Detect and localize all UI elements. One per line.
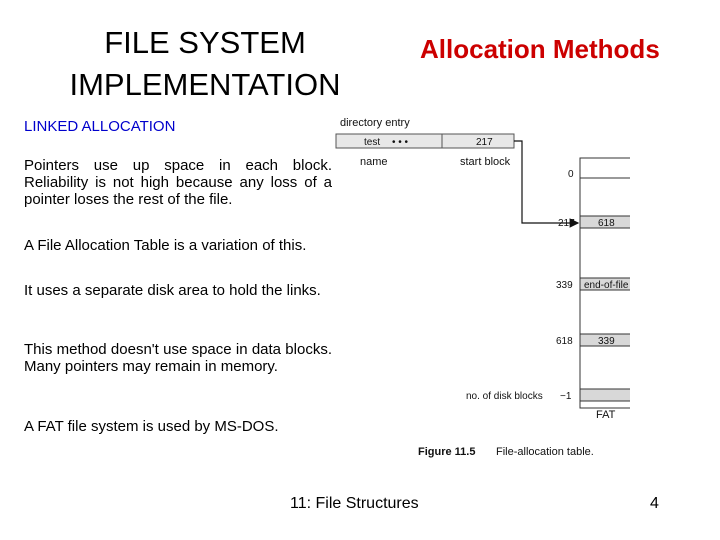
footer-text: 11: File Structures xyxy=(290,495,419,512)
start-block-label: start block xyxy=(460,156,511,168)
entry-dots: • • • xyxy=(392,137,409,148)
fat-index-217: 217 xyxy=(558,218,575,229)
caption-text: File-allocation table. xyxy=(496,446,594,458)
paragraph-fat-variation: A File Allocation Table is a variation of this. xyxy=(24,237,307,254)
slide-subtitle: Allocation Methods xyxy=(420,34,660,64)
paragraph-pointers: Pointers use up space in each block. Reliability is not high because any loss of a pointer loses the rest of the file. xyxy=(24,157,332,208)
fat-value-339: end-of-file xyxy=(584,280,629,291)
fat-label: FAT xyxy=(596,409,616,421)
section-heading: LINKED ALLOCATION xyxy=(24,118,176,135)
paragraph-no-data-space: This method doesn't use space in data blocks. Many pointers may remain in memory. xyxy=(24,341,332,375)
directory-entry-label: directory entry xyxy=(340,117,410,129)
directory-entry-row xyxy=(336,134,514,148)
fat-value-217: 618 xyxy=(598,218,615,229)
name-label: name xyxy=(360,156,388,168)
fat-index-339: 339 xyxy=(556,280,573,291)
fat-value-disk-blocks: −1 xyxy=(560,391,572,402)
fat-index-disk-blocks: no. of disk blocks xyxy=(466,391,543,402)
slide-title: FILE SYSTEM IMPLEMENTATION xyxy=(69,25,341,102)
paragraph-separate-area: It uses a separate disk area to hold the links. xyxy=(24,282,321,299)
fat-value-618: 339 xyxy=(598,336,615,347)
entry-start-block: 217 xyxy=(476,137,493,148)
caption-number: Figure 11.5 xyxy=(418,446,476,458)
fat-index-618: 618 xyxy=(556,336,573,347)
fat-diagram xyxy=(330,108,630,468)
paragraph-ms-dos: A FAT file system is used by MS-DOS. xyxy=(24,418,279,435)
entry-name: test xyxy=(364,137,381,148)
page-number: 4 xyxy=(650,495,659,512)
fat-index-0: 0 xyxy=(568,169,574,180)
